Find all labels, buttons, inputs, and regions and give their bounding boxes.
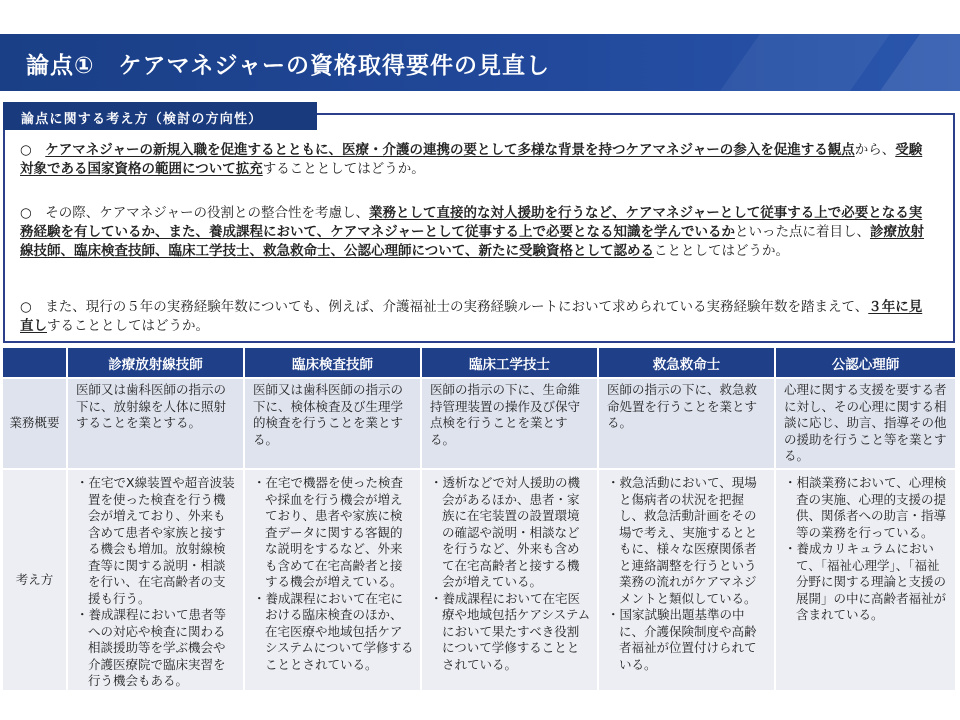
text: から、 — [854, 142, 896, 158]
column-header: 救急救命士 — [598, 348, 775, 378]
table-cell — [421, 469, 598, 690]
text: といった点に着目し、 — [734, 224, 870, 240]
table-cell: 医師の指示の下に、生命維持管理装置の操作及び保守点検を行うことを業とする。 — [421, 378, 598, 469]
table-cell: 医師の指示の下に、救急救命処置を行うことを業とする。 — [598, 378, 775, 469]
table-cell — [775, 469, 955, 690]
text: することとしてはどうか。 — [262, 161, 425, 177]
list-item: ・養成カリキュラムにおいて、「福祉心理学」、「福祉分野に関する理論と支援の展開」の中に高齢者福祉が含まれている。 — [784, 541, 947, 622]
column-header: 臨床工学技士 — [421, 348, 598, 378]
bullet-list — [607, 475, 768, 673]
corner-cell — [3, 348, 67, 378]
column-header: 診療放射線技師 — [67, 348, 244, 378]
page-title: 論点① ケアマネジャーの資格取得要件の見直し — [26, 53, 551, 79]
qualification-table — [3, 348, 955, 690]
emphasis: 業務として直接的な対人援助を行うなど、ケアマネジャーとして従事する上で必要となる実務経験を有しているか、また、養成課程において、ケアマネジャーとして従事する上で必要となる知識を学んでいるか — [20, 205, 923, 240]
text: また、現行の５年の実務経験年数についても、例えば、介護福祉士の実務経験ルートにおいて求められている実務経験年数を踏まえて、 — [45, 299, 869, 315]
row-header: 考え方 — [3, 469, 67, 690]
title-banner — [0, 34, 960, 91]
table-header-row — [3, 348, 955, 378]
list-item: ・養成課程において在宅における臨床検査のほか、在宅医療や地域包括ケアシステムについて学修することとされている。 — [253, 590, 414, 672]
emphasis: 診療放射線技師、臨床検査技師、臨床工学技士、救急救命士、公認心理師について、新たに受験資格として認める — [20, 224, 924, 259]
text: することとしてはどうか。 — [47, 318, 209, 334]
table-row — [3, 469, 955, 690]
table-cell — [244, 469, 421, 690]
table-cell: 医師又は歯科医師の指示の下に、放射線を人体に照射することを業とする。 — [67, 378, 244, 469]
table-cell — [67, 469, 244, 690]
banner-decoration — [880, 34, 960, 91]
table-cell — [598, 469, 775, 690]
table-cell: 医師又は歯科医師の指示の下に、検体検査及び生理学的検査を行うことを業とする。 — [244, 378, 421, 469]
bullet-list — [76, 475, 237, 690]
list-item: ・透析などで対人援助の機会があるほか、患者・家族に在宅装置の設置環境の確認や説明・相談などを行うなど、外来も含めて在宅高齢者と接する機会が増えている。 — [430, 475, 581, 589]
list-item: ・在宅で機器を使った検査や採血を行う機会が増えており、患者や家族に検査データに関する客観的な説明をするなど、外来も含めて在宅高齢者と接する機会が増えている。 — [253, 475, 404, 589]
bullet-mark: ○ — [20, 205, 32, 221]
text: その際、ケアマネジャーの役割との整合性を考慮し、 — [45, 205, 370, 221]
emphasis: ３年に見直し — [20, 299, 923, 334]
paragraph-2 — [20, 204, 935, 261]
section-label: 論点に関する考え方（検討の方向性） — [3, 102, 317, 130]
bullet-list — [784, 475, 949, 624]
list-item: ・養成課程において患者等への対応や検査に関わる相談援助等を学ぶ機会や介護医療院で臨床実習を行う機会もある。 — [76, 607, 227, 688]
row-header: 業務概要 — [3, 378, 67, 469]
text: こととしてはどうか。 — [653, 243, 789, 259]
bullet-mark: ○ — [20, 299, 32, 315]
paragraph-3 — [20, 298, 935, 336]
list-item: ・国家試験出題基準の中に、介護保険制度や高齢者福祉が位置付けられている。 — [607, 607, 757, 672]
bullet-list — [430, 475, 591, 673]
banner-decoration — [720, 34, 890, 91]
list-item: ・養成課程において在宅医療や地域包括ケアシステムにおいて果たすべき役割について学修することとされている。 — [430, 590, 591, 672]
bullet-list — [253, 475, 414, 673]
paragraph-1 — [20, 141, 935, 179]
table-cell: 心理に関する支援を要する者に対し、その心理に関する相談に応じ、助言、指導その他の援助を行うこと等を業とする。 — [775, 378, 955, 469]
table-row — [3, 378, 955, 469]
list-item: ・救急活動において、現場と傷病者の状況を把握し、救急活動計画をその場で考え、実施するとともに、様々な医療関係者と連絡調整を行うという業務の流れがケアマネジメントと類似している。 — [607, 475, 758, 606]
list-item: ・相談業務において、心理検査の実施、心理的支援の提供、関係者への助言・指導等の業務を行っている。 — [784, 475, 947, 540]
column-header: 臨床検査技師 — [244, 348, 421, 378]
list-item: ・在宅でX線装置や超音波装置を使った検査を行う機会が増えており、外来も含めて患者や家族と接する機会も増加。放射線検査等に関する説明・相談を行い、在宅高齢者の支援も行う。 — [76, 475, 235, 606]
column-header: 公認心理師 — [775, 348, 955, 378]
emphasis: 受験対象である国家資格の範囲について拡充 — [20, 142, 923, 177]
emphasis: ケアマネジャーの新規入職を促進するとともに、医療・介護の連携の要として多様な背景を持つケアマネジャーの参入を促進する観点 — [45, 142, 855, 158]
bullet-mark: ○ — [20, 142, 32, 158]
